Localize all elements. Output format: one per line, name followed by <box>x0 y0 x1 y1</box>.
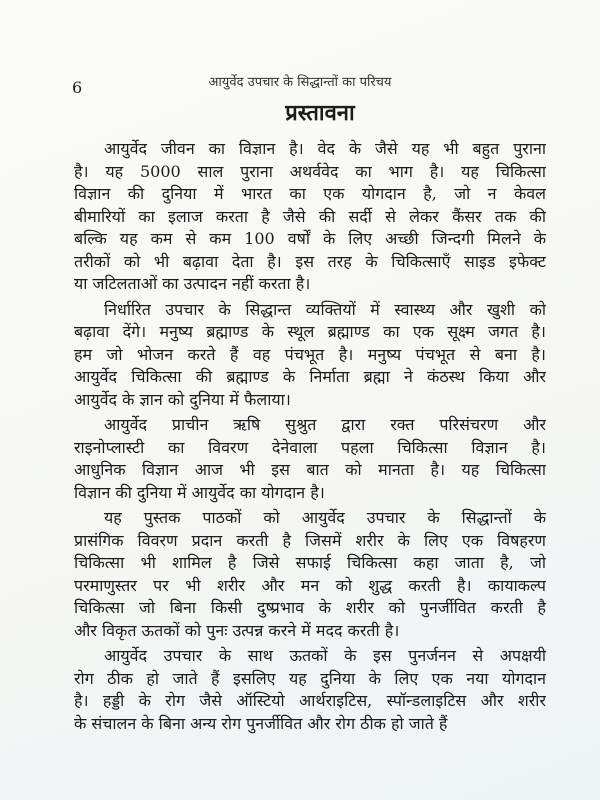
text-line: चिकित्सा जो बिना किसी दुष्प्रभाव के शरीर को पुनर्जीवित करती है <box>74 598 546 617</box>
running-head: आयुर्वेद उपचार के सिद्धान्तों का परिचय <box>208 75 392 90</box>
text-line: आयुर्वेद जीवन का विज्ञान है। वेद के जैसे यह भी बहुत पुराना <box>104 139 546 158</box>
text-line: निर्धारित उपचार के सिद्धान्त व्यक्तियों में स्वास्थ्य और खुशी को <box>104 299 546 319</box>
paragraph <box>74 645 546 735</box>
paragraph <box>74 414 546 504</box>
text-line: हम जो भोजन करते हैं वह पंचभूत है। मनुष्य पंचभूत से बना है। <box>74 344 546 364</box>
body-text <box>74 138 546 738</box>
text-line: यह पुस्तक पाठकों को आयुर्वेद उपचार के सिद्धान्तों के <box>104 508 546 527</box>
text-line: आयुर्वेद चिकित्सा की ब्रह्माण्ड के निर्माता ब्रह्मा ने कंठस्थ किया और <box>74 367 546 386</box>
text-line: है। हड्डी के रोग जैसे ऑस्टियो आर्थराइटिस, स्पॉन्डलाइटिस और शरीर <box>74 691 546 710</box>
text-line: बल्कि यह कम से कम 100 वर्षों के लिए अच्छी जिन्दगी मिलने के <box>74 229 546 248</box>
text-line: आयुर्वेद उपचार के साथ ऊतकों के इस पुनर्जनन से अपक्षयी <box>104 646 546 665</box>
text-line: रोग ठीक हो जाते हैं इसलिए यह दुनिया के लिए एक नया योगदान <box>74 668 546 688</box>
text-line: परमाणुस्तर पर भी शरीर और मन को शुद्ध करती है। कायाकल्प <box>74 575 546 595</box>
text-line: विज्ञान की दुनिया में भारत का एक योगदान है, जो न केवल <box>74 184 546 203</box>
text-line: और विकृत ऊतकों को पुनः उत्पन्न करने में मदद करती है। <box>74 620 400 640</box>
text-line: बीमारियों का इलाज करता है जैसे की सर्दी से लेकर कैंसर तक की <box>74 206 546 226</box>
text-line: आयुर्वेद के ज्ञान को दुनिया में फैलाया। <box>74 389 291 409</box>
text-line: के संचालन के बिना अन्य रोग पुनर्जीवित और रोग ठीक हो जाते हैं <box>74 713 448 733</box>
text-line: विज्ञान की दुनिया में आयुर्वेद का योगदान है। <box>74 482 325 502</box>
paragraph <box>74 138 546 296</box>
text-line: आयुर्वेद प्राचीन ऋषि सुश्रुत द्वारा रक्त परिसंचरण और <box>104 415 546 434</box>
page-number: 6 <box>72 78 83 97</box>
text-line: प्रासंगिक विवरण प्रदान करती है जिसमें शरीर के लिए एक विषहरण <box>74 530 546 550</box>
text-line: तरीकों को भी बढ़ावा देता है। इस तरह के चिकित्साएँ साइड इफेक्ट <box>74 251 546 271</box>
text-line: बढ़ावा देंगे। मनुष्य ब्रह्माण्ड के स्थूल ब्रह्माण्ड का एक सूक्ष्म जगत है। <box>74 322 546 341</box>
text-line: है। यह 5000 साल पुराना अथर्ववेद का भाग है। यह चिकित्सा <box>74 161 546 181</box>
text-line: आधुनिक विज्ञान आज भी इस बात को मानता है। यह चिकित्सा <box>74 460 546 479</box>
page-title: प्रस्तावना <box>285 100 355 126</box>
text-line: राइनोप्लास्टी का विवरण देनेवाला पहला चिकित्सा विज्ञान है। <box>74 437 546 457</box>
text-line: या जटिलताओं का उत्पादन नहीं करता है। <box>74 274 311 293</box>
paragraph <box>74 299 546 412</box>
paragraph <box>74 507 546 642</box>
text-line: चिकित्सा भी शामिल है जिसे सफाई चिकित्सा कहा जाता है, जो <box>74 553 546 572</box>
